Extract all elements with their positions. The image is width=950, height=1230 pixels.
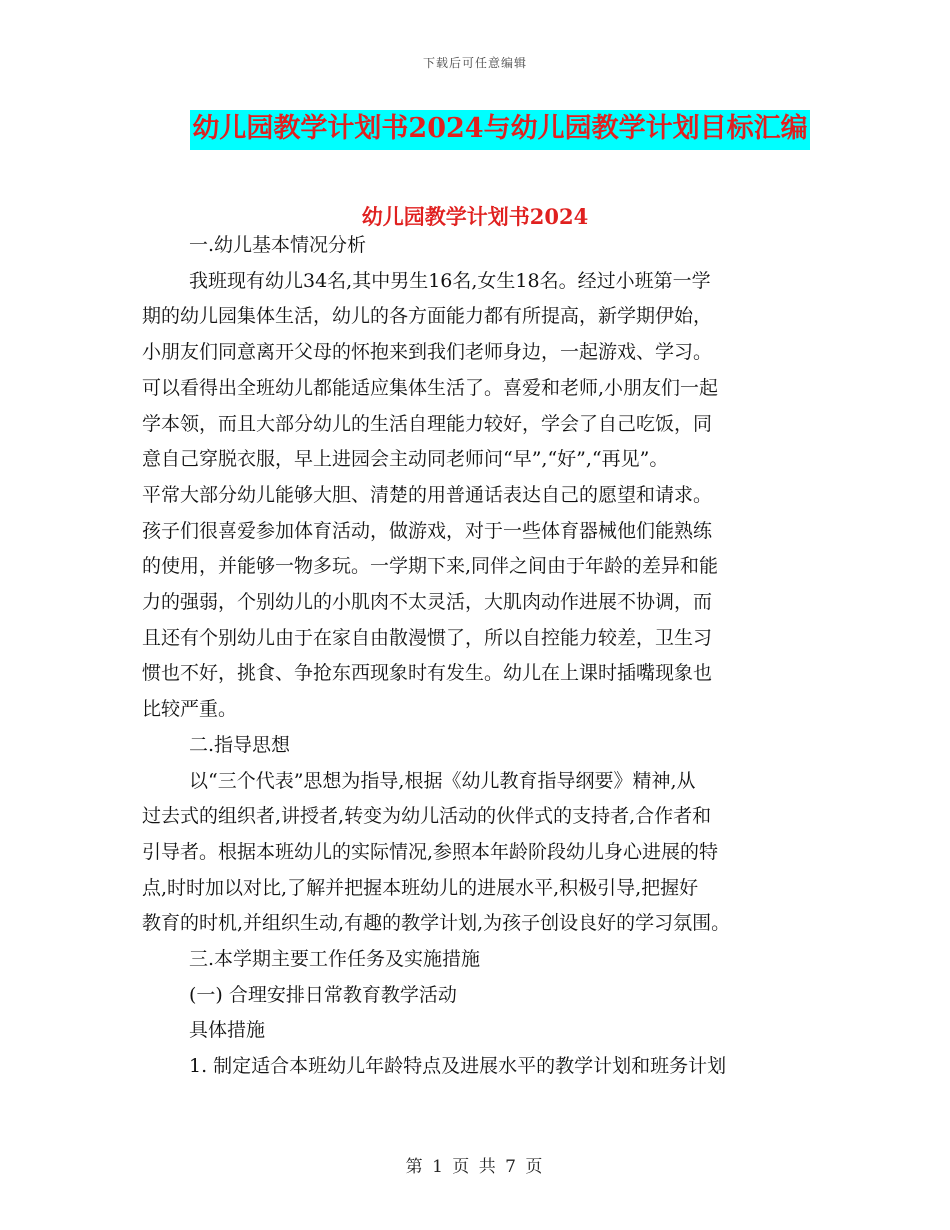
paragraph-line: 引导者。根据本班幼儿的实际情况,参照本年龄阶段幼儿身心进展的特 [142, 840, 719, 863]
paragraph-line: 学本领，而且大部分幼儿的生活自理能力较好，学会了自己吃饭，同 [142, 412, 713, 435]
heading-2: 二.指导思想 [189, 733, 291, 756]
paragraph-line: 点,时时加以对比,了解并把握本班幼儿的进展水平,积极引导,把握好 [142, 876, 699, 899]
paragraph-line: 教育的时机,并组织生动,有趣的教学计划,为孩子创设良好的学习氛围。 [142, 912, 731, 935]
paragraph-line: 比较严重。 [142, 698, 238, 721]
paragraph-2 [142, 764, 812, 943]
subheading-3-1: (一) 合理安排日常教育教学活动 [189, 983, 457, 1006]
list-item-1: 1. 制定适合本班幼儿年龄特点及进展水平的教学计划和班务计划 [189, 1055, 727, 1078]
paragraph-line: 力的强弱，个别幼儿的小肌肉不太灵活，大肌肉动作进展不协调，而 [142, 591, 713, 614]
paragraph-line: 可以看得出全班幼儿都能适应集体生活了。喜爱和老师,小朋友们一起 [142, 376, 719, 399]
paragraph-line: 我班现有幼儿34名,其中男生16名,女生18名。经过小班第一学 [189, 269, 711, 292]
paragraph-line: 的使用，并能够一物多玩。一学期下来,同伴之间由于年龄的差异和能 [142, 555, 719, 578]
paragraph-line: 且还有个别幼儿由于在家自由散漫惯了，所以自控能力较差，卫生习 [142, 626, 713, 649]
header-note: 下载后可任意编辑 [422, 56, 527, 70]
section-title: 幼儿园教学计划书2024 [361, 204, 589, 229]
main-title-wrap [0, 110, 950, 150]
paragraph-line: 平常大部分幼儿能够大胆、清楚的用普通话表达自己的愿望和请求。 [142, 483, 713, 506]
subheading-3-2: 具体措施 [189, 1019, 266, 1042]
paragraph-1 [142, 264, 812, 728]
page-footer: 第 1 页 共 7 页 [405, 1157, 545, 1177]
paragraph-line: 意自己穿脱衣服，早上进园会主动同老师问“早”,“好”,“再见”。 [142, 448, 669, 471]
paragraph-line: 期的幼儿园集体生活，幼儿的各方面能力都有所提高，新学期伊始， [142, 305, 713, 328]
paragraph-line: 孩子们很喜爱参加体育活动，做游戏，对于一些体育器械他们能熟练 [142, 519, 713, 542]
document-body [142, 228, 812, 1085]
heading-1: 一.幼儿基本情况分析 [189, 234, 367, 256]
paragraph-line: 惯也不好，挑食、争抢东西现象时有发生。幼儿在上课时插嘴现象也 [142, 662, 713, 685]
paragraph-line: 过去式的组织者,讲授者,转变为幼儿活动的伙伴式的支持者,合作者和 [142, 805, 712, 828]
heading-3: 三.本学期主要工作任务及实施措施 [189, 948, 481, 971]
document-title: 幼儿园教学计划书2024与幼儿园教学计划目标汇编 [190, 110, 809, 150]
paragraph-line: 以“三个代表”思想为指导,根据《幼儿教育指导纲要》精神,从 [189, 769, 696, 792]
paragraph-line: 小朋友们同意离开父母的怀抱来到我们老师身边，一起游戏、学习。 [142, 341, 713, 364]
